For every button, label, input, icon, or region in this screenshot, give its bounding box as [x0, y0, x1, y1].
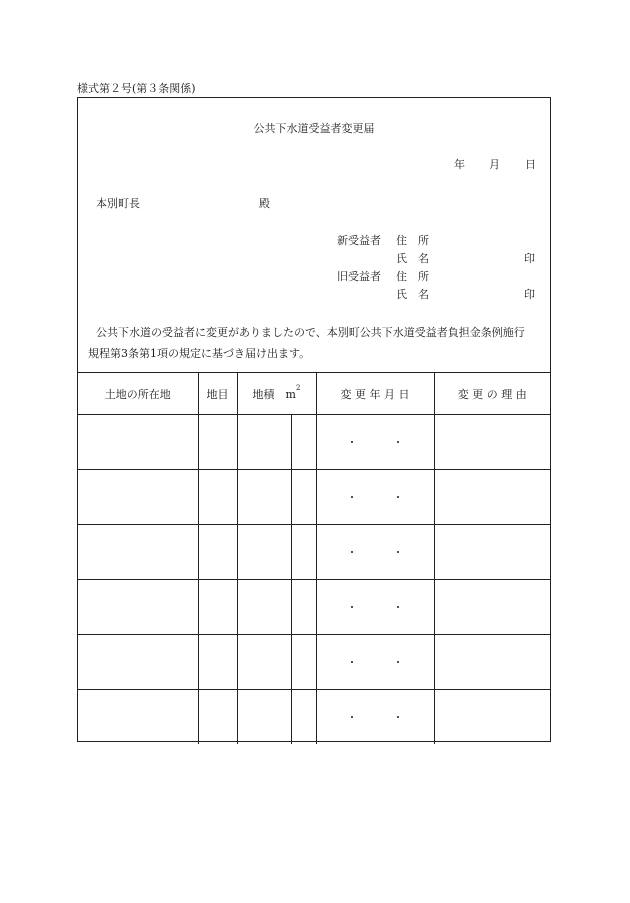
- location-cell[interactable]: [78, 525, 198, 580]
- reason-cell[interactable]: [434, 525, 550, 580]
- change-date-cell[interactable]: [316, 470, 434, 525]
- location-cell[interactable]: [78, 470, 198, 525]
- area-cell[interactable]: [237, 690, 291, 745]
- date-separator-dot: ・: [346, 711, 358, 724]
- table-header-row: [78, 373, 550, 415]
- form-header: [78, 98, 550, 372]
- date-separator-dot: ・: [392, 711, 404, 724]
- land-category-cell[interactable]: [198, 635, 237, 690]
- area-decimal-cell[interactable]: [291, 580, 316, 635]
- area-cell[interactable]: [237, 635, 291, 690]
- table-row: [78, 415, 550, 470]
- area-cell[interactable]: [237, 580, 291, 635]
- land-category-cell[interactable]: [198, 470, 237, 525]
- reason-cell[interactable]: [434, 580, 550, 635]
- header-land-category: 地目: [198, 373, 237, 415]
- reason-cell[interactable]: [434, 415, 550, 470]
- honorific: 殿: [259, 197, 270, 210]
- statement-line-1: 公共下水道の受益者に変更がありましたので、本別町公共下水道受益者負担金条例施行: [96, 326, 525, 339]
- header-area: 地積 $m^2$: [237, 373, 316, 415]
- table-row: [78, 690, 550, 745]
- reason-cell[interactable]: [434, 470, 550, 525]
- area-cell[interactable]: [237, 525, 291, 580]
- new-beneficiary-label: 新受益者: [337, 234, 381, 247]
- table-row: [78, 525, 550, 580]
- area-decimal-cell[interactable]: [291, 690, 316, 745]
- date-separator-dot: ・: [392, 436, 404, 449]
- date-separator-dot: ・: [392, 546, 404, 559]
- table-row: [78, 470, 550, 525]
- area-cell[interactable]: [237, 415, 291, 470]
- change-date-cell[interactable]: [316, 580, 434, 635]
- date-month-label: 月: [489, 158, 500, 171]
- area-decimal-cell[interactable]: [291, 415, 316, 470]
- new-beneficiary-address-label: 住 所: [396, 234, 429, 247]
- date-year-label: 年: [454, 158, 465, 171]
- land-category-cell[interactable]: [198, 415, 237, 470]
- form-title: 公共下水道受益者変更届: [253, 122, 375, 135]
- location-cell[interactable]: [78, 635, 198, 690]
- land-category-cell[interactable]: [198, 525, 237, 580]
- date-separator-dot: ・: [346, 436, 358, 449]
- change-date-cell[interactable]: [316, 635, 434, 690]
- location-cell[interactable]: [78, 415, 198, 470]
- area-decimal-cell[interactable]: [291, 635, 316, 690]
- date-separator-dot: ・: [392, 491, 404, 504]
- land-category-cell[interactable]: [198, 580, 237, 635]
- change-date-cell[interactable]: [316, 525, 434, 580]
- old-beneficiary-seal: 印: [524, 288, 535, 301]
- location-cell[interactable]: [78, 690, 198, 745]
- old-beneficiary-address-label: 住 所: [396, 270, 429, 283]
- date-day-label: 日: [525, 158, 536, 171]
- date-separator-dot: ・: [346, 491, 358, 504]
- statement-line-2: 規程第3条第1項の規定に基づき届け出ます。: [88, 347, 311, 360]
- reason-cell[interactable]: [434, 690, 550, 745]
- table-row: [78, 635, 550, 690]
- form-number-label: 様式第２号(第３条関係): [77, 82, 196, 95]
- change-date-cell[interactable]: [316, 690, 434, 745]
- date-separator-dot: ・: [392, 656, 404, 669]
- date-separator-dot: ・: [346, 656, 358, 669]
- new-beneficiary-name-label: 氏 名: [396, 252, 429, 265]
- date-separator-dot: ・: [346, 546, 358, 559]
- header-change-date: 変 更 年 月 日: [316, 373, 434, 415]
- table-row: [78, 580, 550, 635]
- date-separator-dot: ・: [346, 601, 358, 614]
- date-separator-dot: ・: [392, 601, 404, 614]
- header-reason: 変 更 の 理 由: [434, 373, 550, 415]
- notification-form: [77, 97, 551, 742]
- area-decimal-cell[interactable]: [291, 470, 316, 525]
- old-beneficiary-label: 旧受益者: [337, 270, 381, 283]
- old-beneficiary-name-label: 氏 名: [396, 288, 429, 301]
- header-location: 土地の所在地: [78, 373, 198, 415]
- area-cell[interactable]: [237, 470, 291, 525]
- area-decimal-cell[interactable]: [291, 525, 316, 580]
- addressee: 本別町長: [96, 197, 140, 210]
- land-category-cell[interactable]: [198, 690, 237, 745]
- land-change-table: [78, 372, 550, 744]
- new-beneficiary-seal: 印: [524, 252, 535, 265]
- table-body: [78, 415, 550, 745]
- location-cell[interactable]: [78, 580, 198, 635]
- change-date-cell[interactable]: [316, 415, 434, 470]
- reason-cell[interactable]: [434, 635, 550, 690]
- notification-statement: [88, 322, 542, 364]
